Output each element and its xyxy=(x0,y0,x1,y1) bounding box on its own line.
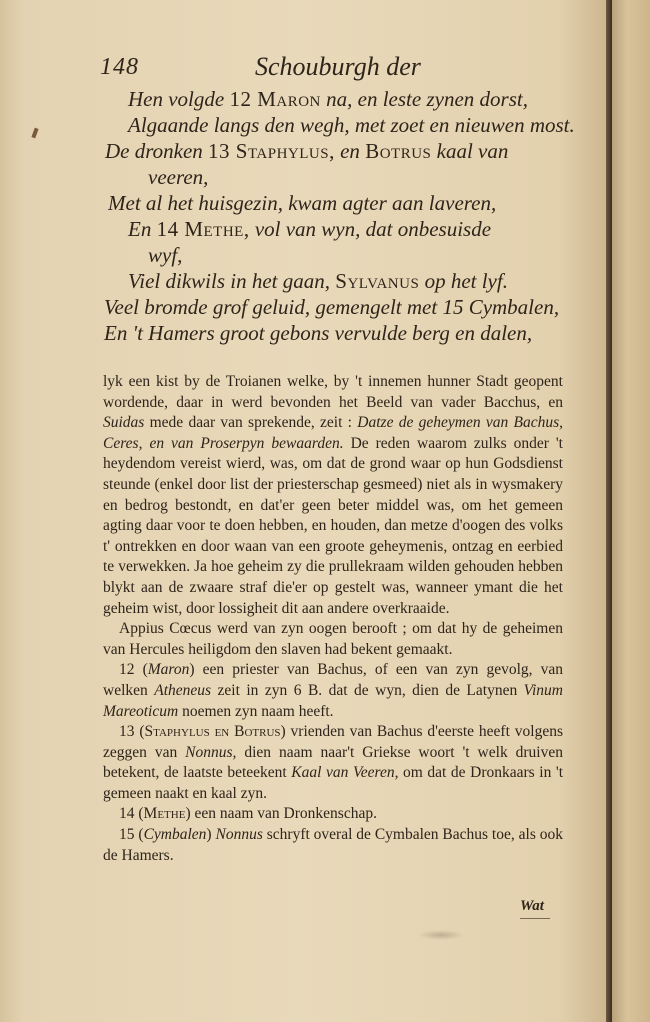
verse-line: wyf, xyxy=(148,243,183,267)
page-number: 148 xyxy=(100,54,139,80)
note-15: 15 (Cymbalen) Nonnus schryft overal de Cymbalen Bachus toe, als ook de Hamers. xyxy=(103,826,563,864)
verse-line: En 14 Methe, vol van wyn, dat onbesuisde xyxy=(128,217,492,241)
footnotes xyxy=(103,372,563,866)
verse-line: En 't Hamers groot gebons vervulde berg en dalen, xyxy=(104,321,533,345)
note-14: 14 (Methe) een naam van Dronkenschap. xyxy=(119,805,377,823)
note-paragraph: Appius Cœcus werd van zyn oogen berooft ; om dat hy de geheimen van Hercules heiligdom den slaven had bekent gemaakt. xyxy=(103,620,563,658)
note-12: 12 (Maron) een priester van Bachus, of een van zyn gevolg, van welken Atheneus zeit in zyn 6 B. dat de wyn, dien de Latynen Vinum Mareoticum noemen zyn naam heeft. xyxy=(103,661,563,720)
verse-line: De dronken 13 Staphylus, en Botrus kaal van xyxy=(105,139,509,163)
note-13: 13 (Staphylus en Botrus) vrienden van Bachus d'eerste heeft volgens zeggen van Nonnus, dien naam naar't Griekse woort 't welk druiven betekent, de laatste beteekent Kaal van Veeren, om dat de Dronkaars in 't gemeen naakt en kaal zyn. xyxy=(103,723,564,802)
note-paragraph: lyk een kist by de Troianen welke, by 't innemen hunner Stadt geopent wordende, daar in werd bevonden het Beeld van vader Bacchus, en Suidas mede daar van sprekende, zeit : Datze de geheymen van Bachus, Ceres, en van Proserpyn bewaarden. De reden waarom zulks onder 't heydendom vereist wierd, was, om dat de grond waar op hun Godsdienst steunde (enkel door list der priesterschap gesmeed) niet als in wysmakery en bedrog bestondt, en dat'er geen beter middel was, om het gemeen agting daar voor te doen hebben, en houden, dan metze d'oogen des volks t' ontrekken en door waan van een groote geheymenis, ontzag en eerbied te verwekken. Ja hoe geheim zy die prullekraam wilden gehouden hebben blykt aan de zwaare straf die'er op gestelt was, wanneer ymant die het geheim wist, door lossigheit dit aan andere overkraaide. xyxy=(103,373,564,617)
next-page-edge xyxy=(612,0,650,1022)
verse-line: Veel bromde grof geluid, gemengelt met 15 Cymbalen, xyxy=(104,295,560,319)
page-header xyxy=(100,52,570,86)
verse-line: Hen volgde 12 Maron na, en leste zynen dorst, xyxy=(128,87,528,111)
verse-line: Viel dikwils in het gaan, Sylvanus op het lyf. xyxy=(128,269,508,293)
catchword-rule xyxy=(520,918,550,919)
paper-smudge xyxy=(418,930,464,940)
verse-line: Met al het huisgezin, kwam agter aan laveren, xyxy=(108,191,497,215)
verse-line: Algaande langs den wegh, met zoet en nieuwen most. xyxy=(128,113,575,137)
verse-line: veeren, xyxy=(148,165,209,189)
catchword: Wat xyxy=(520,898,544,914)
running-title: Schouburgh der xyxy=(255,52,421,81)
